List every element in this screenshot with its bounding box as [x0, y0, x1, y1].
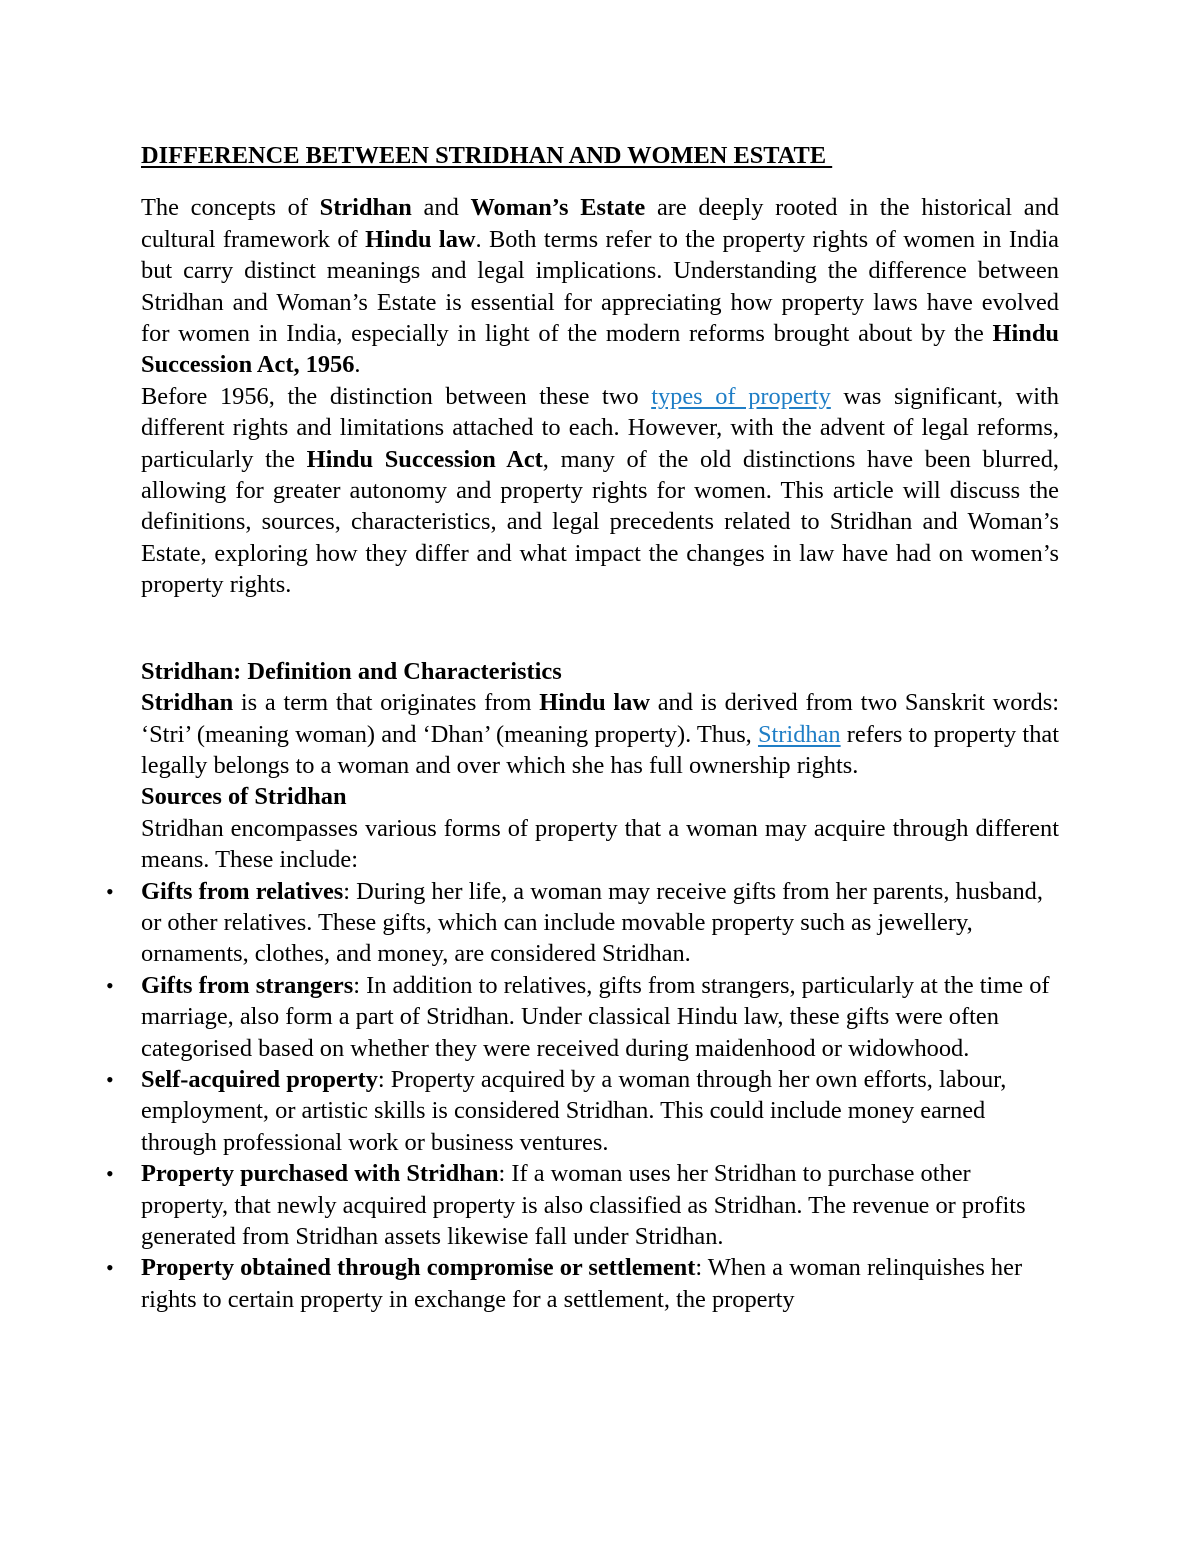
- intro-paragraph: [141, 192, 1059, 380]
- types-of-property-link[interactable]: types of property: [651, 382, 831, 410]
- list-item-label: Gifts from strangers: [141, 971, 354, 999]
- list-item-text: : When a woman relinquishes her rights to certain property in exchange for a settlement, the property: [141, 1254, 1023, 1313]
- text-run: .: [354, 351, 361, 379]
- list-item-label: Self-acquired property: [141, 1065, 378, 1093]
- text-run: and: [411, 194, 471, 222]
- text-run: refers to property that legally belongs to a woman and over which she has full ownership rights.: [141, 720, 1059, 779]
- list-item: [106, 1158, 1059, 1252]
- list-item-label: Property purchased with Stridhan: [141, 1160, 499, 1188]
- list-item: [106, 1252, 1059, 1315]
- list-item-text: : During her life, a woman may receive gifts from her parents, husband, or other relatives. These gifts, which can include movable property such as jewellery, ornaments, clothes, and money, are considered Stridhan.: [141, 877, 1043, 968]
- definition-paragraph: [141, 687, 1059, 781]
- list-item-text: : If a woman uses her Stridhan to purchase other property, that newly acquired property is also classified as Stridhan. The revenue or profits generated from Stridhan assets likewise fall under Stridhan.: [141, 1160, 1026, 1250]
- bullet-icon: •: [106, 1066, 114, 1092]
- list-item: [106, 1064, 1059, 1158]
- stridhan-link[interactable]: Stridhan: [757, 720, 841, 748]
- text-run: are deeply rooted in the historical and cultural framework of: [141, 194, 1059, 253]
- text-run: . Both terms refer to the property rights of women in India but carry distinct meanings and legal implications. Understanding the difference between Stridhan and Woman’s Estate is essential for appreciating how property laws have evolved for women in India, especially in light of the modern reforms brought about by the: [141, 225, 1059, 348]
- section-heading-sources: Sources of Stridhan: [141, 783, 347, 811]
- bold-term: Hindu law: [539, 689, 650, 717]
- list-item-label: Property obtained through compromise or settlement: [141, 1254, 696, 1282]
- bullet-icon: •: [106, 1161, 114, 1187]
- list-item-text: : Property acquired by a woman through her own efforts, labour, employment, or artistic skills is considered Stridhan. This could include money earned through professional work or business ventures.: [141, 1065, 1007, 1156]
- list-item: [106, 876, 1059, 970]
- spacer: [141, 601, 1059, 656]
- bold-term: Stridhan: [319, 194, 412, 222]
- bullet-icon: •: [106, 972, 114, 998]
- text-run: , many of the old distinctions have been blurred, allowing for greater autonomy and property rights for women. This article will discuss the definitions, sources, characteristics, and legal precedents related to Stridhan and Woman’s Estate, exploring how they differ and what impact the changes in law have had on women’s property rights.: [141, 445, 1060, 599]
- bold-term: Stridhan: [141, 689, 234, 717]
- bold-term: Hindu Succession Act: [306, 445, 543, 473]
- text-run: was significant, with different rights and limitations attached to each. However, with the advent of legal reforms, particularly the: [141, 382, 1059, 473]
- bold-term: Hindu law: [365, 225, 476, 253]
- list-item: [106, 970, 1059, 1064]
- bullet-icon: •: [106, 878, 114, 904]
- text-run: and is derived from two Sanskrit words: ‘Stri’ (meaning woman) and ‘Dhan’ (meaning property). Thus,: [141, 689, 1059, 748]
- sources-intro-paragraph: Stridhan encompasses various forms of property that a woman may acquire through different means. These include:: [141, 814, 1059, 874]
- bold-term: Hindu Succession Act, 1956: [141, 320, 1059, 379]
- list-item-text: : In addition to relatives, gifts from strangers, particularly at the time of marriage, also form a part of Stridhan. Under classical Hindu law, these gifts were often categorised based on whether they were received during maidenhood or widowhood.: [141, 971, 1050, 1062]
- text-run: Before 1956, the distinction between these two: [141, 382, 652, 410]
- document-page: [106, 140, 1060, 1315]
- sources-list: [106, 876, 1059, 1316]
- bullet-icon: •: [106, 1255, 114, 1281]
- section-heading-definition: Stridhan: Definition and Characteristics: [141, 657, 562, 685]
- list-item-label: Gifts from relatives: [141, 877, 344, 905]
- document-title: DIFFERENCE BETWEEN STRIDHAN AND WOMEN ESTATE: [141, 142, 833, 169]
- bold-term: Woman’s Estate: [470, 194, 646, 222]
- text-run: is a term that originates from: [233, 689, 540, 717]
- text-run: The concepts of: [141, 194, 320, 222]
- intro-paragraph-2: [141, 381, 1059, 601]
